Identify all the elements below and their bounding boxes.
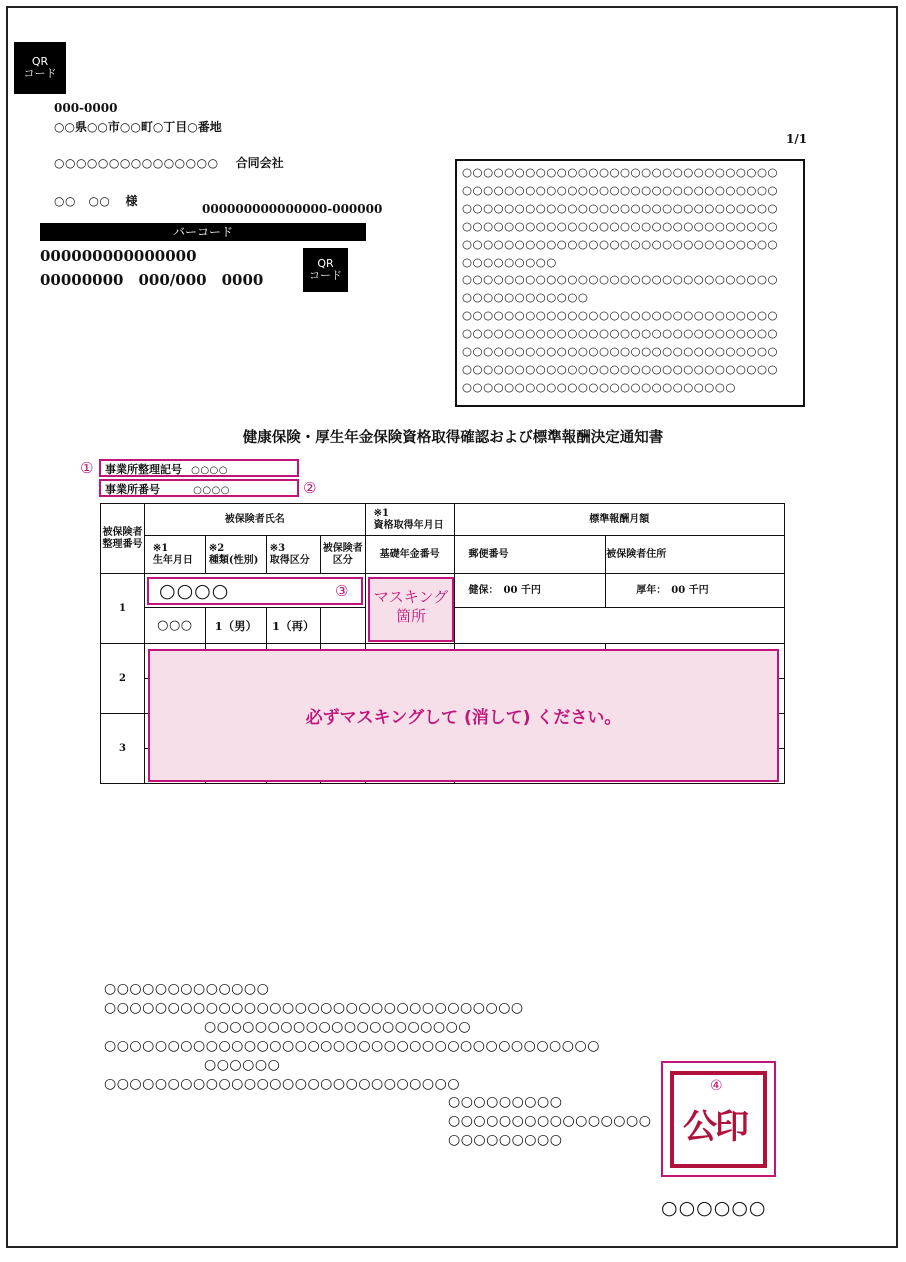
notice-line: ○○○○○○○○○○○○○○○○○○○○○○○○○○○○○○ [462, 344, 779, 359]
name-mask-box [147, 577, 363, 605]
header-acq-class: ※3 取得区分 [266, 536, 320, 574]
office-no-box [99, 479, 299, 497]
mask-notice-box [148, 649, 779, 782]
notice-line: ○○○○○○○○○○○○○○○○○○○○○○○○○○○○○○ [462, 200, 779, 215]
notice-line: ○○○○○○○○○○○○○○○○○○○○○○○○○○○○○○ [462, 308, 779, 323]
reference-number: 000000000000000-000000 [202, 202, 383, 216]
honorific: 様 [125, 194, 138, 208]
qr-label-line1: QR [31, 55, 49, 68]
header-postal: 郵便番号 [454, 536, 606, 574]
qr-code-top [14, 42, 66, 94]
barcode: バーコード [40, 223, 366, 241]
row1-pension: 厚年： 00 千円 [606, 574, 785, 608]
company-suffix: 合同会社 [235, 156, 284, 170]
header-std-monthly: 標準報酬月額 [454, 504, 785, 536]
footer-line: ○○○○○○○○○○○○○○○○○○○○○○○○○○○○ [104, 1076, 461, 1092]
page-number: 1/1 [786, 132, 808, 146]
masking-line1: マスキング [373, 588, 449, 606]
header-insured-no: 被保険者 整理番号 [101, 504, 145, 574]
sender-line: ○○○○○○○○○ [448, 1132, 563, 1148]
footer-line: ○○○○○○○○○○○○○○○○○○○○○ [204, 1019, 472, 1035]
masking-area [368, 577, 454, 642]
row1-address [454, 608, 785, 644]
office-no-label: 事業所番号 [105, 483, 160, 496]
header-pension-no: 基礎年金番号 [365, 536, 454, 574]
notice-line: ○○○○○○○○○○○○○○○○○○○○○○○○○○○○○○ [462, 272, 779, 287]
footer-line: ○○○○○○○○○○○○○○○○○○○○○○○○○○○○○○○○○ [104, 1000, 524, 1016]
qr-code-middle [303, 248, 348, 292]
notice-line: ○○○○○○○○○○○○○○○○○○○○○○○○○○○○○○ [462, 236, 779, 251]
row1-health: 健保： 00 千円 [454, 574, 606, 608]
qr-label-line1: QR [317, 257, 334, 270]
company-line [54, 152, 284, 171]
address: ○○県○○市○○町○丁目○番地 [54, 120, 222, 134]
seal-area [661, 1061, 776, 1177]
notice-line: ○○○○○○○○○ [462, 254, 557, 269]
number-line1: 000000000000000 [40, 247, 197, 265]
office-ref-label: 事業所整理記号 [105, 463, 182, 476]
header-type: ※2 種類(性別) [205, 536, 266, 574]
notice-line: ○○○○○○○○○○○○○○○○○○○○○○○○○○○○○○ [462, 326, 779, 341]
row1-birth: ○○○ [144, 608, 205, 644]
sender-text [448, 1093, 651, 1150]
mask-notice: 必ずマスキングして (消して) ください。 [305, 708, 622, 728]
office-ref-box [99, 459, 299, 477]
seal-text: 公印 [683, 1107, 747, 1147]
document-title: 健康保険・厚生年金保険資格取得確認および標準報酬決定通知書 [242, 429, 664, 446]
office-ref-value: ○○○○ [191, 465, 228, 476]
marker-4: ④ [710, 1078, 723, 1094]
marker-3: ③ [335, 582, 349, 600]
recipient-name: ○○ ○○ [54, 194, 111, 208]
header-insured-class: 被保険者 区分 [320, 536, 365, 574]
row1-insured-class [320, 608, 365, 644]
footer-line: ○○○○○○ [204, 1057, 281, 1073]
masking-line2: 箇所 [395, 607, 426, 625]
row1-acq-class: 1（再） [266, 608, 320, 644]
marker-1: ① [80, 459, 94, 477]
row1-no: 1 [101, 574, 145, 644]
sender-line: ○○○○○○○○○○○○○○○○ [448, 1113, 652, 1129]
notice-line: ○○○○○○○○○○○○○○○○○○○○○○○○○○○○○○ [462, 182, 779, 197]
row1-name: ○○○○ [159, 580, 230, 602]
sender-line: ○○○○○○○○○ [448, 1094, 563, 1110]
postal-code: 000-0000 [54, 101, 118, 115]
notice-line: ○○○○○○○○○○○○○○○○○○○○○○○○○○○○○○ [462, 165, 779, 179]
row1-type: 1（男） [205, 608, 266, 644]
notice-line: ○○○○○○○○○○○○○○○○○○○○○○○○○○○○○○ [462, 361, 779, 376]
footer-line: ○○○○○○○○○○○○○ [104, 981, 270, 997]
number-line2: 00000000 000/000 0000 [40, 271, 264, 289]
notice-line: ○○○○○○○○○○○○○○○○○○○○○○○○○○ [462, 379, 736, 394]
notice-lines [462, 164, 803, 397]
header-name: 被保険者氏名 [144, 504, 365, 536]
qr-label-line2: コード [309, 269, 342, 282]
footer-line: ○○○○○○○○○○○○○○○○○○○○○○○○○○○○○○○○○○○○○○○ [104, 1038, 600, 1054]
office-no-value: ○○○○ [193, 485, 230, 496]
row3-no: 3 [101, 714, 145, 784]
marker-2: ② [303, 479, 317, 497]
company-name: ○○○○○○○○○○○○○○○ [54, 156, 219, 170]
header-acq-date: ※1 資格取得年月日 [365, 504, 454, 536]
notice-box [455, 159, 805, 407]
footer-text [104, 980, 600, 1094]
row2-no: 2 [101, 644, 145, 714]
header-address: 被保険者住所 [606, 536, 785, 574]
recipient-line [54, 190, 138, 209]
signature: ○○○○○○ [661, 1197, 767, 1219]
notice-line: ○○○○○○○○○○○○ [462, 290, 589, 305]
qr-label-line2: コード [23, 67, 57, 80]
notice-line: ○○○○○○○○○○○○○○○○○○○○○○○○○○○○○○ [462, 218, 779, 233]
header-birth: ※1 生年月日 [144, 536, 205, 574]
